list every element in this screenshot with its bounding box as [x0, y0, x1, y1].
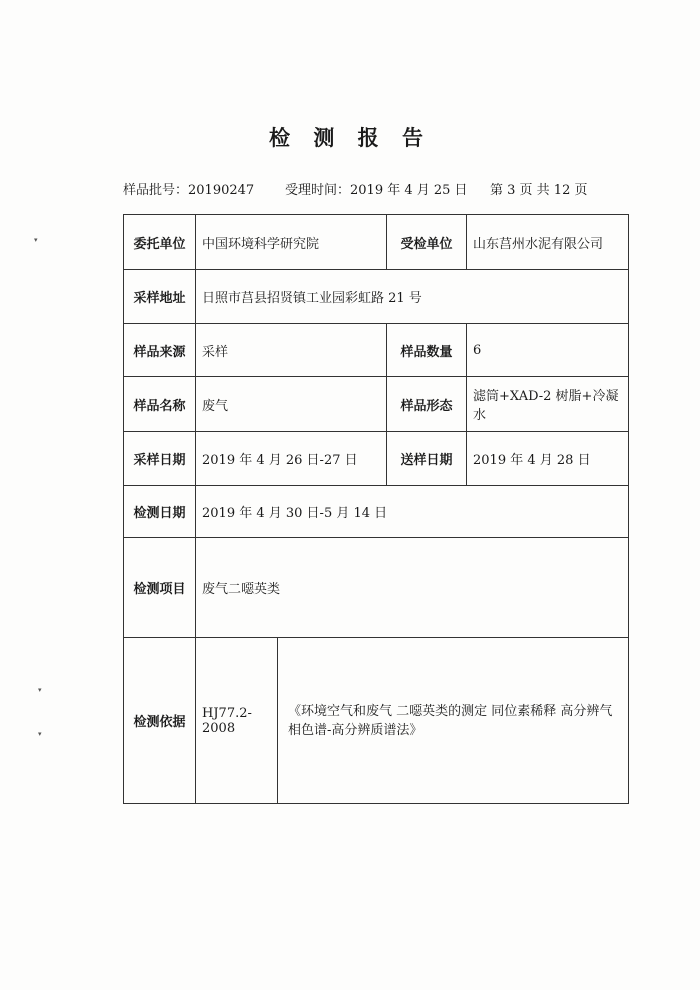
address-value: 日照市莒县招贤镇工业园彩虹路 21 号 [196, 270, 629, 324]
table-row [124, 377, 629, 432]
scan-mark: ▾ [38, 686, 42, 694]
basis-code: HJ77.2-2008 [196, 638, 278, 804]
inspected-value: 山东莒州水泥有限公司 [467, 215, 629, 270]
name-value: 废气 [196, 377, 387, 432]
sampling-date-label: 采样日期 [124, 432, 196, 486]
scan-mark: ▾ [38, 730, 42, 738]
name-label: 样品名称 [124, 377, 196, 432]
table-row [124, 324, 629, 377]
delivery-date-label: 送样日期 [387, 432, 467, 486]
sampling-date-value: 2019 年 4 月 26 日-27 日 [196, 432, 387, 486]
inspected-label: 受检单位 [387, 215, 467, 270]
batch-number: 样品批号：20190247 [123, 183, 255, 198]
quantity-label: 样品数量 [387, 324, 467, 377]
basis-label: 检测依据 [124, 638, 196, 804]
source-label: 样品来源 [124, 324, 196, 377]
received-date: 受理时间：2019 年 4 月 25 日 [285, 183, 468, 198]
page-number: 第 3 页 共 12 页 [490, 183, 588, 198]
page-title: 检 测 报 告 [269, 126, 431, 150]
table-row [124, 432, 629, 486]
form-value: 滤筒+XAD-2 树脂+冷凝水 [467, 377, 629, 432]
client-label: 委托单位 [124, 215, 196, 270]
table-row [124, 486, 629, 538]
scan-mark: ▾ [34, 236, 38, 244]
source-value: 采样 [196, 324, 387, 377]
table-row [124, 270, 629, 324]
test-item-label: 检测项目 [124, 538, 196, 638]
form-label: 样品形态 [387, 377, 467, 432]
report-table [123, 214, 629, 804]
test-item-value: 废气二噁英类 [196, 538, 629, 638]
client-value: 中国环境科学研究院 [196, 215, 387, 270]
table-row [124, 215, 629, 270]
table-row [124, 538, 629, 638]
test-date-value: 2019 年 4 月 30 日-5 月 14 日 [196, 486, 629, 538]
address-label: 采样地址 [124, 270, 196, 324]
table-row [124, 638, 629, 804]
test-date-label: 检测日期 [124, 486, 196, 538]
delivery-date-value: 2019 年 4 月 28 日 [467, 432, 629, 486]
quantity-value: 6 [467, 324, 629, 377]
basis-text: 《环境空气和废气 二噁英类的测定 同位素稀释 高分辨气相色谱-高分辨质谱法》 [278, 638, 629, 804]
